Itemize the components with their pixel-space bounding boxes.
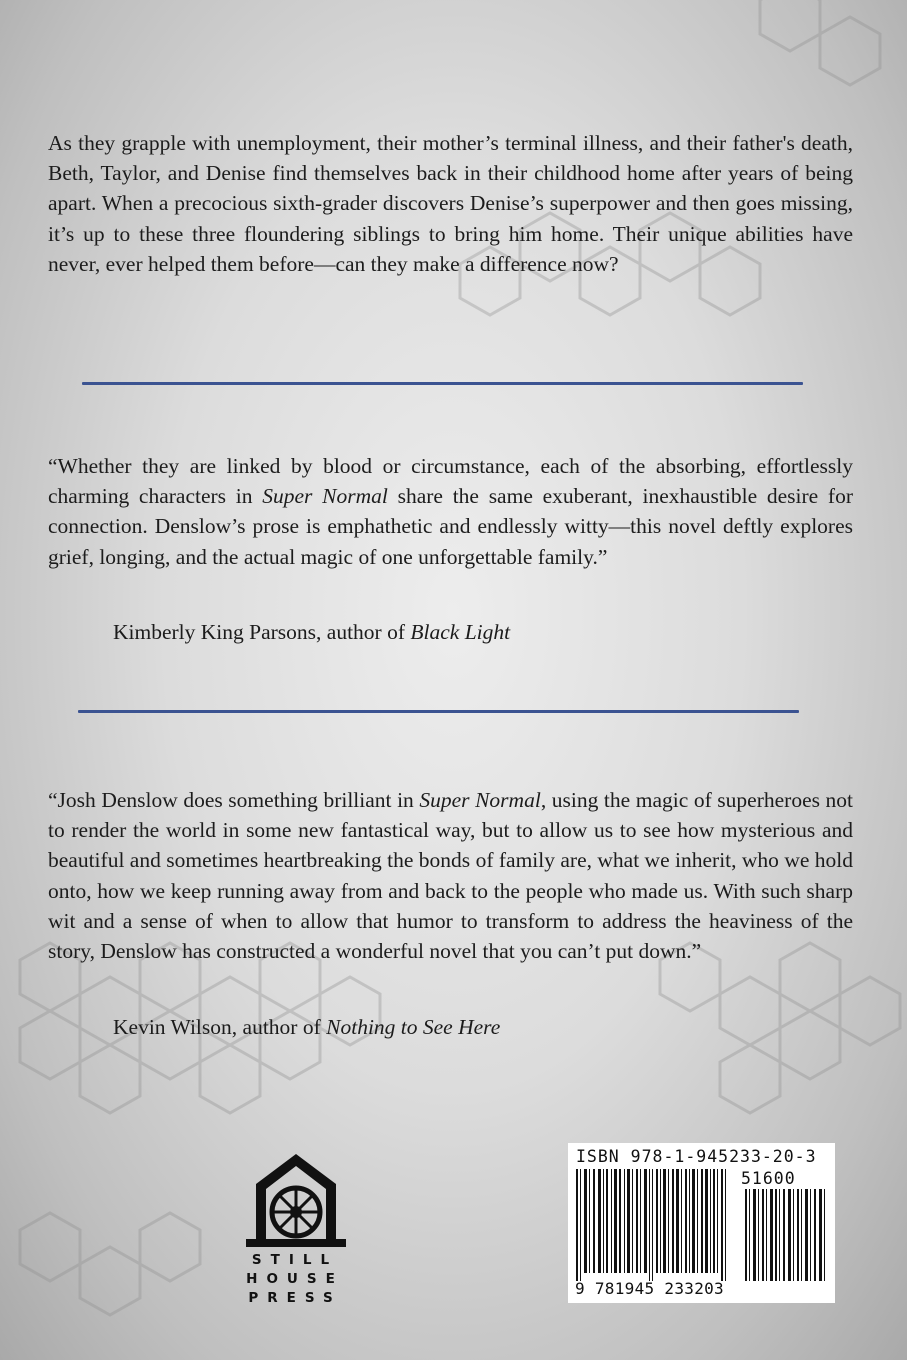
author-book-title: Black Light <box>410 620 511 644</box>
publisher-name-line2: HOUSE <box>246 1271 344 1287</box>
barcode-main <box>574 1169 734 1281</box>
author-book-title: Nothing to See Here <box>326 1015 501 1039</box>
book-title: Super Normal <box>262 484 388 509</box>
divider-line-bottom <box>78 710 799 713</box>
review-quote-parsons <box>48 451 853 572</box>
divider-line-top <box>82 382 803 385</box>
quote-text: , using the magic of superheroes not to render the world in some new fantastical way, but to allow us to see how mysterious and beautiful and sometimes heartbreaking the bonds of family are, what we inherit, who we hold onto, how we keep running away from and back to the people who made us. With such sharp wit and a sense of when to allow that humor to transform to address the heaviness of the story, Denslow has constructed a wonderful novel that you can’t put down.” <box>48 788 854 964</box>
publisher-name-line1: STILL <box>251 1252 339 1268</box>
attribution-wilson <box>113 1012 500 1042</box>
attribution-text: Kevin Wilson, author of <box>113 1015 327 1039</box>
quote-text: “Whether they are linked by blood or circumstance, each of the absorbing, effortlessly charming characters in <box>48 454 853 509</box>
review-quote-wilson <box>48 785 853 966</box>
isbn-barcode <box>568 1143 835 1303</box>
attribution-text: Kimberly King Parsons, author of <box>113 620 411 644</box>
barcode-addon <box>743 1189 831 1281</box>
publisher-name-line3: PRESS <box>248 1290 342 1306</box>
book-title: Super Normal <box>419 788 541 812</box>
attribution-parsons <box>113 617 510 647</box>
book-description: As they grapple with unemployment, their mother’s terminal illness, and their father's death, Beth, Taylor, and Denise find themselves back in their childhood home after years of being apart. When a precocious sixth-grader discovers Denise’s superpower and then goes missing, it’s up to these three floundering siblings to bring him home. Their unique abilities have never, ever helped them before—can they make a difference now? <box>48 131 853 276</box>
price-code: 51600 <box>741 1169 796 1188</box>
quote-text: “Josh Denslow does something brilliant in <box>48 788 420 812</box>
quote-text: share the same exuberant, inexhaustible desire for connection. Denslow’s prose is emphathetic and endlessly witty—this novel deftly explores grief, longing, and the actual magic of one unforgettable family.” <box>48 484 853 569</box>
barcode-digits: 9 781945 233203 <box>575 1279 724 1298</box>
isbn-number: ISBN 978-1-945233-20-3 <box>576 1147 817 1166</box>
